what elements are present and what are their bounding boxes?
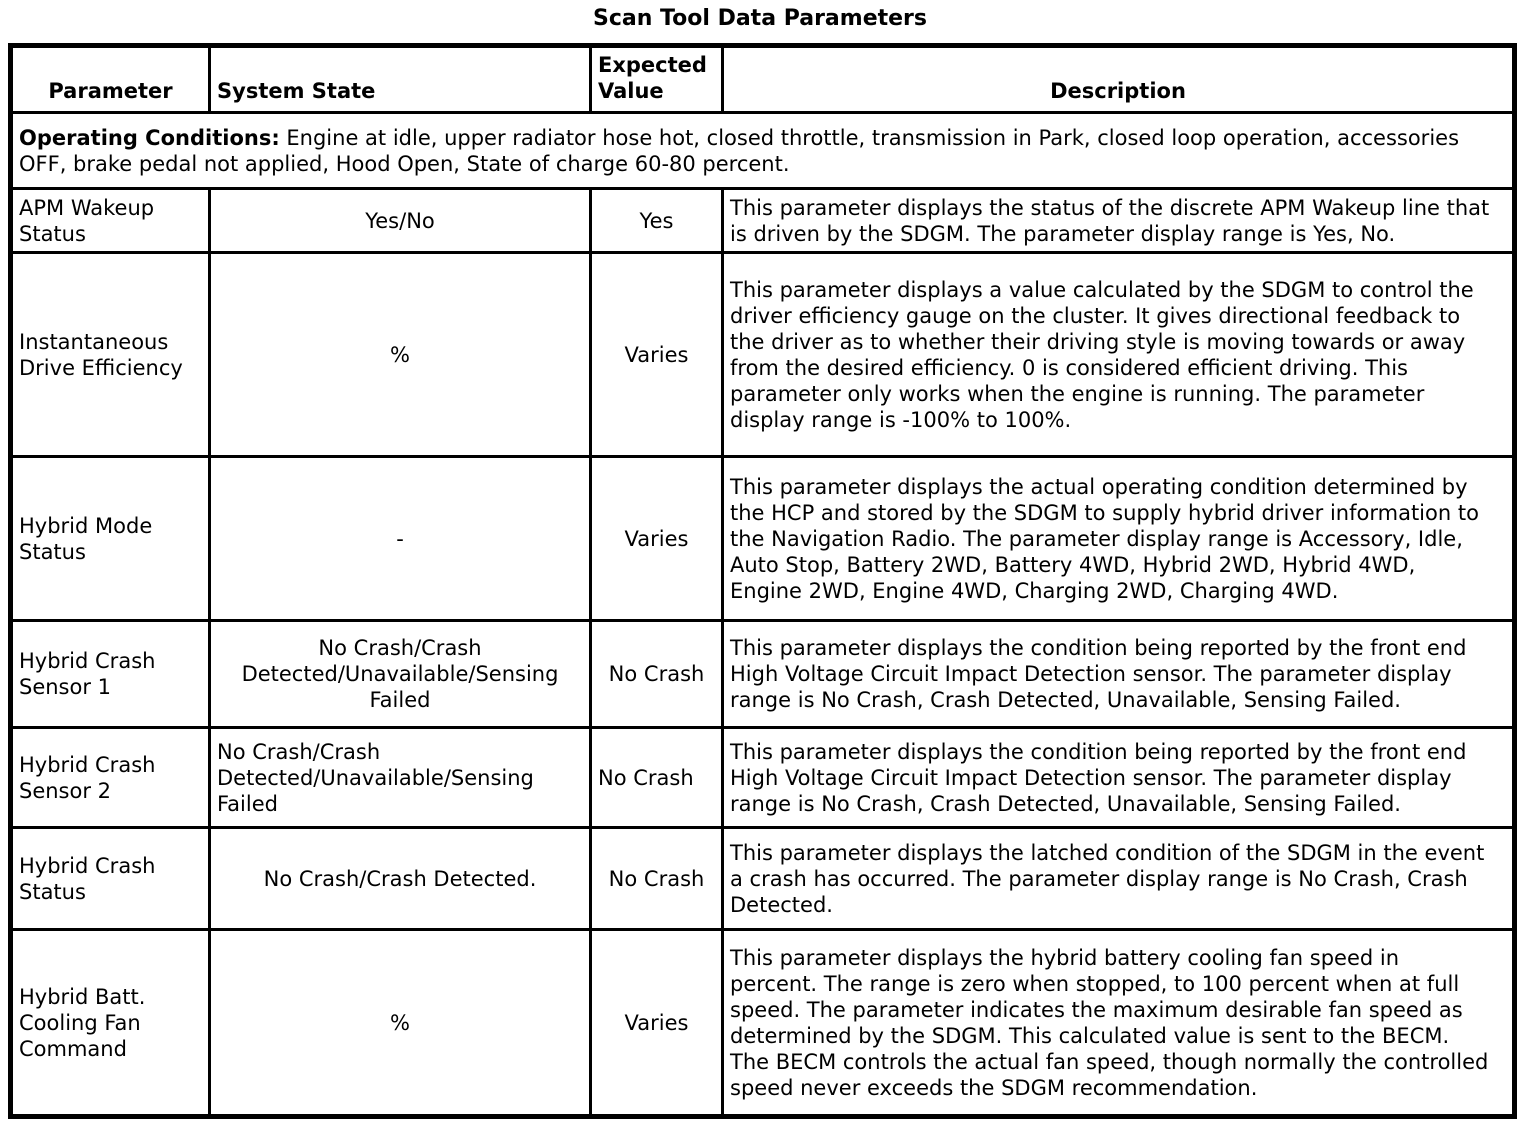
table-row <box>11 930 1515 1117</box>
expected-value-cell: No Crash <box>591 828 723 930</box>
expected-value-cell: Varies <box>591 930 723 1117</box>
parameter-cell: Hybrid Crash Status <box>11 828 210 930</box>
description-cell: This parameter displays the hybrid battery cooling fan speed in percent. The range is zero when stopped, to 100 percent when at full speed. The parameter indicates the maximum desirable fan speed as determined by the SDGM. This calculated value is sent to the BECM. The BECM controls the actual fan speed, though normally the controlled speed never exceeds the SDGM recommendation. <box>723 930 1515 1117</box>
table-row <box>11 828 1515 930</box>
system-state-cell: % <box>210 253 591 457</box>
table-row <box>11 253 1515 457</box>
table-row <box>11 621 1515 728</box>
table-row <box>11 189 1515 253</box>
scan-tool-data-table <box>8 43 1517 1119</box>
table-row <box>11 457 1515 621</box>
description-cell: This parameter displays the actual operating condition determined by the HCP and stored by the SDGM to supply hybrid driver information to the Navigation Radio. The parameter display range is Accessory, Idle, Auto Stop, Battery 2WD, Battery 4WD, Hybrid 2WD, Hybrid 4WD, Engine 2WD, Engine 4WD, Charging 2WD, Charging 4WD. <box>723 457 1515 621</box>
header-description: Description <box>723 46 1515 113</box>
description-cell: This parameter displays the status of the discrete APM Wakeup line that is driven by the SDGM. The parameter display range is Yes, No. <box>723 189 1515 253</box>
parameter-cell: Hybrid Batt. Cooling Fan Command <box>11 930 210 1117</box>
system-state-cell: Yes/No <box>210 189 591 253</box>
parameter-cell: APM Wakeup Status <box>11 189 210 253</box>
expected-value-cell: No Crash <box>591 728 723 828</box>
header-expected-value: Expected Value <box>591 46 723 113</box>
system-state-cell: No Crash/Crash Detected/Unavailable/Sensing Failed <box>210 728 591 828</box>
operating-conditions-label: Operating Conditions: <box>19 125 280 150</box>
system-state-cell: % <box>210 930 591 1117</box>
parameter-cell: Instantaneous Drive Efficiency <box>11 253 210 457</box>
header-parameter: Parameter <box>11 46 210 113</box>
system-state-cell: No Crash/Crash Detected. <box>210 828 591 930</box>
parameter-cell: Hybrid Crash Sensor 1 <box>11 621 210 728</box>
expected-value-cell: Yes <box>591 189 723 253</box>
expected-value-cell: No Crash <box>591 621 723 728</box>
operating-conditions-text: Engine at idle, upper radiator hose hot, closed throttle, transmission in Park, closed loop operation, accessories OFF, brake pedal not applied, Hood Open, State of charge 60-80 percent. <box>19 125 1460 176</box>
page-title: Scan Tool Data Parameters <box>593 6 927 31</box>
expected-value-cell: Varies <box>591 457 723 621</box>
header-row <box>11 46 1515 113</box>
expected-value-cell: Varies <box>591 253 723 457</box>
parameter-cell: Hybrid Mode Status <box>11 457 210 621</box>
header-system-state: System State <box>210 46 591 113</box>
description-cell: This parameter displays a value calculated by the SDGM to control the driver efficiency gauge on the cluster. It gives directional feedback to the driver as to whether their driving style is moving towards or away from the desired efficiency. 0 is considered efficient driving. This parameter only works when the engine is running. The parameter display range is -100% to 100%. <box>723 253 1515 457</box>
system-state-cell: - <box>210 457 591 621</box>
parameter-cell: Hybrid Crash Sensor 2 <box>11 728 210 828</box>
operating-conditions-row <box>11 113 1515 189</box>
description-cell: This parameter displays the condition being reported by the front end High Voltage Circuit Impact Detection sensor. The parameter display range is No Crash, Crash Detected, Unavailable, Sensing Failed. <box>723 621 1515 728</box>
system-state-cell: No Crash/Crash Detected/Unavailable/Sensing Failed <box>210 621 591 728</box>
description-cell: This parameter displays the condition being reported by the front end High Voltage Circuit Impact Detection sensor. The parameter display range is No Crash, Crash Detected, Unavailable, Sensing Failed. <box>723 728 1515 828</box>
description-cell: This parameter displays the latched condition of the SDGM in the event a crash has occurred. The parameter display range is No Crash, Crash Detected. <box>723 828 1515 930</box>
table-row <box>11 728 1515 828</box>
operating-conditions-cell <box>11 113 1515 189</box>
